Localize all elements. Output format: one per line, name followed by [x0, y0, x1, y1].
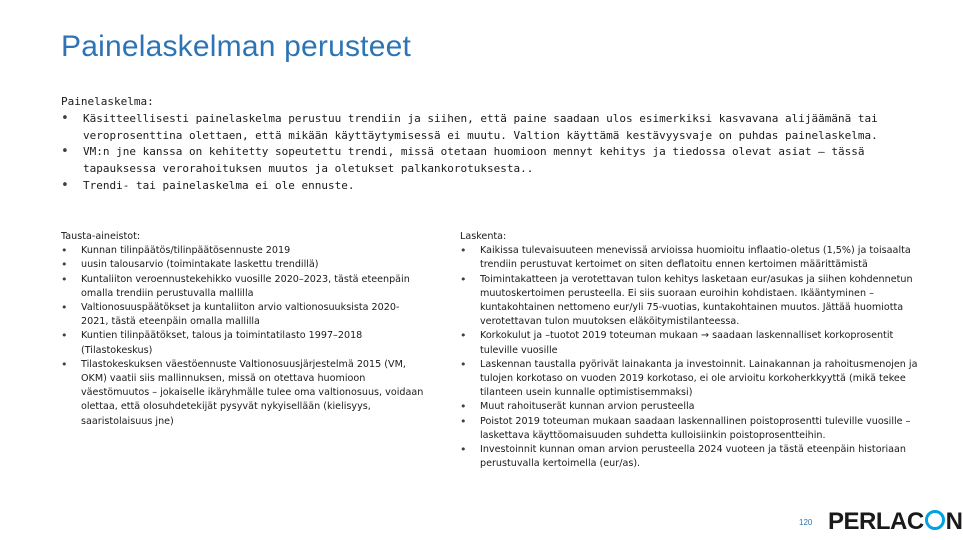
list-item-text: uusin talousarvio (toimintakate laskettu trendillä): [81, 259, 319, 271]
bullet-icon: •: [460, 329, 467, 343]
list-item-text: Käsitteellisesti painelaskelma perustuu trendiin ja siihen, että paine saadaan ulos esimerkiksi kasvavana alijäämänä tai veroprosenttina olettaen, että mikään käyttäytymisessä ei muutu. Valtion käyttämä kestävyysvaje on puhdas painelaskelma.: [83, 111, 878, 142]
bullet-icon: •: [460, 357, 467, 371]
bullet-icon: •: [61, 258, 68, 272]
laskenta-section: [460, 230, 925, 471]
bullet-icon: •: [460, 244, 467, 258]
bullet-icon: •: [61, 244, 68, 258]
list-item: [460, 358, 925, 401]
list-item-text: Kaikissa tulevaisuuteen menevissä arvioissa huomioitu inflaatio-oletus (1,5%) ja toisaalta trendiin perustuvat kertoimet on siten deflatoitu ennen kertoimen määrittämistä: [480, 245, 911, 271]
painelaskelma-section: [61, 94, 941, 195]
bullet-icon: •: [460, 272, 467, 286]
list-item: [460, 329, 925, 357]
list-item-text: Kuntaliiton veroennustekehikko vuosille 2020–2023, tästä eteenpäin omalla trendiin perustuvalla mallilla: [81, 273, 410, 299]
bullet-icon: •: [61, 301, 68, 315]
list-item: [460, 443, 925, 471]
page-number: 120: [799, 518, 813, 527]
laskenta-list: [460, 244, 925, 471]
list-item-text: Trendi- tai painelaskelma ei ole ennuste.: [83, 178, 355, 192]
logo-text-start: PERLAC: [828, 508, 924, 535]
bullet-icon: •: [61, 272, 68, 286]
list-item-text: Korkokulut ja –tuotot 2019 toteuman mukaan → saadaan laskennalliset korkoprosentit tuleville vuosille: [480, 330, 894, 356]
bullet-icon: •: [460, 400, 467, 414]
perlacon-logo: [828, 508, 963, 536]
bullet-icon: •: [61, 357, 68, 371]
list-item: [460, 244, 925, 272]
list-item: [61, 244, 426, 258]
list-item-text: Valtionosuuspäätökset ja kuntaliiton arvio valtionosuuksista 2020-2021, tästä eteenpäin omalla mallilla: [81, 302, 400, 328]
list-item: [61, 144, 941, 178]
list-item: [61, 329, 426, 357]
laskenta-heading: Laskenta:: [460, 231, 507, 242]
list-item: [460, 400, 925, 414]
bullet-icon: •: [61, 110, 69, 126]
logo-ring-icon: [925, 510, 945, 530]
painelaskelma-list: [61, 111, 941, 195]
tausta-aineistot-heading: Tausta-aineistot:: [61, 231, 141, 242]
tausta-aineistot-section: [61, 230, 426, 429]
list-item: [61, 111, 941, 145]
bullet-icon: •: [460, 414, 467, 428]
bullet-icon: •: [61, 177, 69, 193]
painelaskelma-heading: Painelaskelma:: [61, 95, 154, 108]
list-item-text: Investoinnit kunnan oman arvion perusteella 2024 vuoteen ja tästä eteenpäin historiaan perustuvalla kertoimella (eur/as).: [480, 444, 907, 470]
tausta-aineistot-list: [61, 244, 426, 429]
list-item-text: Laskennan taustalla pyörivät lainakanta ja investoinnit. Lainakannan ja rahoitusmenojen ja tulojen korkotaso on vuoden 2019 korkotaso, ei ole arvioitu korkoherkkyyttä (mikä tekee tilanteen usein kunnalle optimistisemmaksi): [480, 358, 918, 399]
bullet-icon: •: [61, 144, 69, 160]
list-item-text: Tilastokeskuksen väestöennuste Valtionosuusjärjestelmä 2015 (VM, OKM) vaatii siis mallinnuksen, missä on otettava huomioon väestömuutos – jokaiselle ikäryhmälle tulee oma valtionosuus, voidaan olettaa, että olosuhdetekijät pysyvät nykyisellään (kielisyys, saaristolaisuus jne): [81, 358, 424, 427]
list-item: [61, 358, 426, 429]
list-item: [61, 178, 941, 195]
list-item: [61, 301, 426, 329]
page-title: Painelaskelman perusteet: [61, 30, 412, 63]
list-item-text: Toimintakatteen ja verotettavan tulon kehitys lasketaan eur/asukas ja siihen kohdennetun muutoskertoimen perusteella. Ei siis suoraan euroihin kohdistaen. Ikääntyminen – kuntakohtainen nettomeno eur/yli 75-vuotias, kuntakohtainen muutos. Jättää huomiotta verotettavan tulon muutoksen eläköitymistilanteessa.: [480, 273, 913, 328]
list-item-text: Kunnan tilinpäätös/tilinpäätösennuste 2019: [81, 245, 291, 257]
bullet-icon: •: [460, 443, 467, 457]
list-item-text: Poistot 2019 toteuman mukaan saadaan laskennallinen poistoprosentti tuleville vuosille – laskettava käyttöomaisuuden suhdetta kulloisiinkin poistoprosentteihin.: [480, 415, 911, 441]
list-item: [61, 273, 426, 301]
list-item: [460, 273, 925, 330]
logo-text-end: N: [945, 508, 963, 535]
list-item: [61, 258, 426, 272]
bullet-icon: •: [61, 329, 68, 343]
list-item: [460, 415, 925, 443]
list-item-text: Kuntien tilinpäätökset, talous ja toimintatilasto 1997–2018 (Tilastokeskus): [81, 330, 363, 356]
list-item-text: Muut rahoituserät kunnan arvion perusteella: [480, 401, 695, 413]
list-item-text: VM:n jne kanssa on kehitetty sopeutettu trendi, missä otetaan huomioon mennyt kehitys ja tiedossa olevat asiat – tässä tapauksessa verorahoituksen muutos ja oletukset palkankorotuksesta..: [83, 145, 865, 176]
